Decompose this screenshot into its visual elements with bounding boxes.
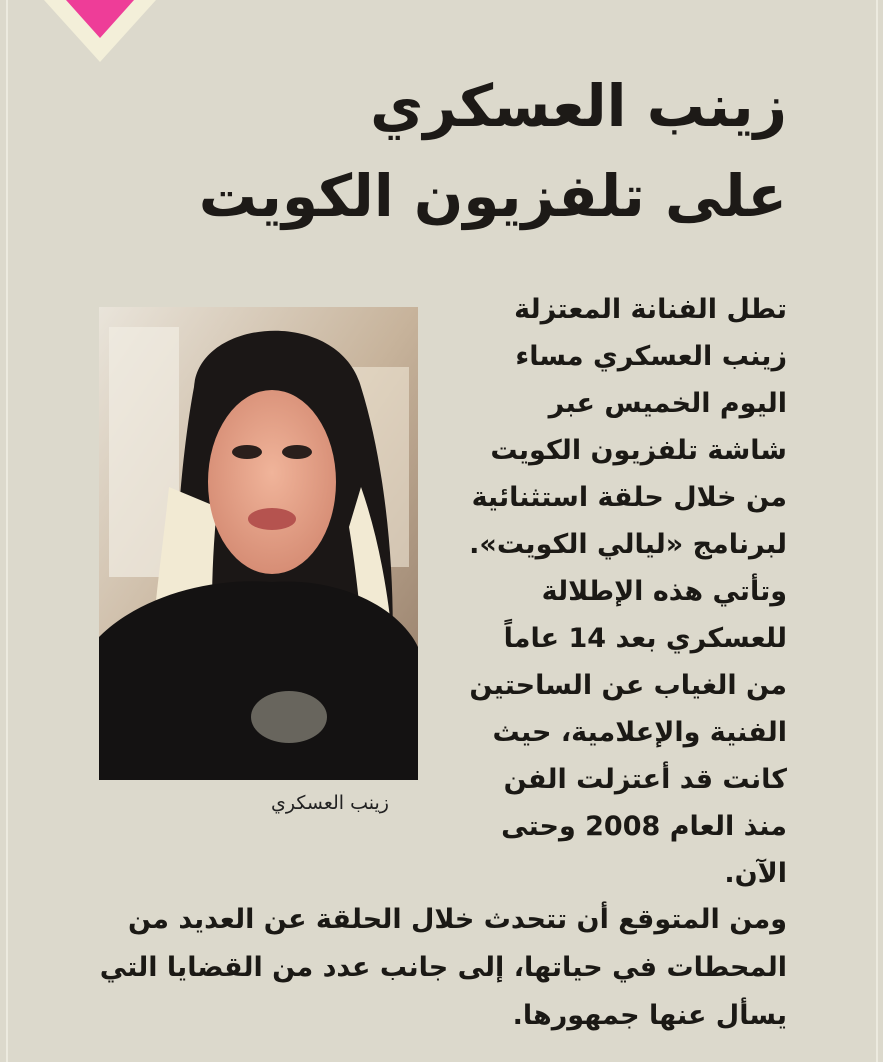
article-line: لبرنامج «ليالي الكويت». [469,529,787,560]
article-line: الآن. [724,858,787,889]
article-column [467,286,787,897]
article-line: منذ العام 2008 وحتى [501,811,787,842]
article-line: شاشة تلفزيون الكويت [490,435,787,466]
article-line: المحطات في حياتها، إلى جانب عدد من القضايا التي [99,952,787,983]
photo-caption: زينب العسكري [271,792,389,814]
headline-line-2: على تلفزيون الكويت [198,162,787,230]
portrait-photo [99,307,418,780]
article-line: يسأل عنها جمهورها. [512,1000,787,1031]
article-line: للعسكري بعد 14 عاماً [503,623,787,654]
article-line: تطل الفنانة المعتزلة [514,294,787,325]
article-line: من خلال حلقة استثنائية [471,482,787,513]
article-line: كانت قد أعتزلت الفن [503,764,787,795]
article-line: الفنية والإعلامية، حيث [492,717,787,748]
headline-line-1: زينب العسكري [370,72,787,140]
article-line: من الغياب عن الساحتين [469,670,787,701]
article-line: زينب العسكري مساء [515,341,787,372]
portrait-image [99,307,418,780]
article-wide-paragraph [97,896,787,1040]
heart-badge-icon [40,0,160,62]
article-line: اليوم الخميس عبر [548,388,787,419]
article-line: وتأتي هذه الإطلالة [541,576,787,607]
article-line: ومن المتوقع أن تتحدث خلال الحلقة عن العديد من [128,904,787,935]
